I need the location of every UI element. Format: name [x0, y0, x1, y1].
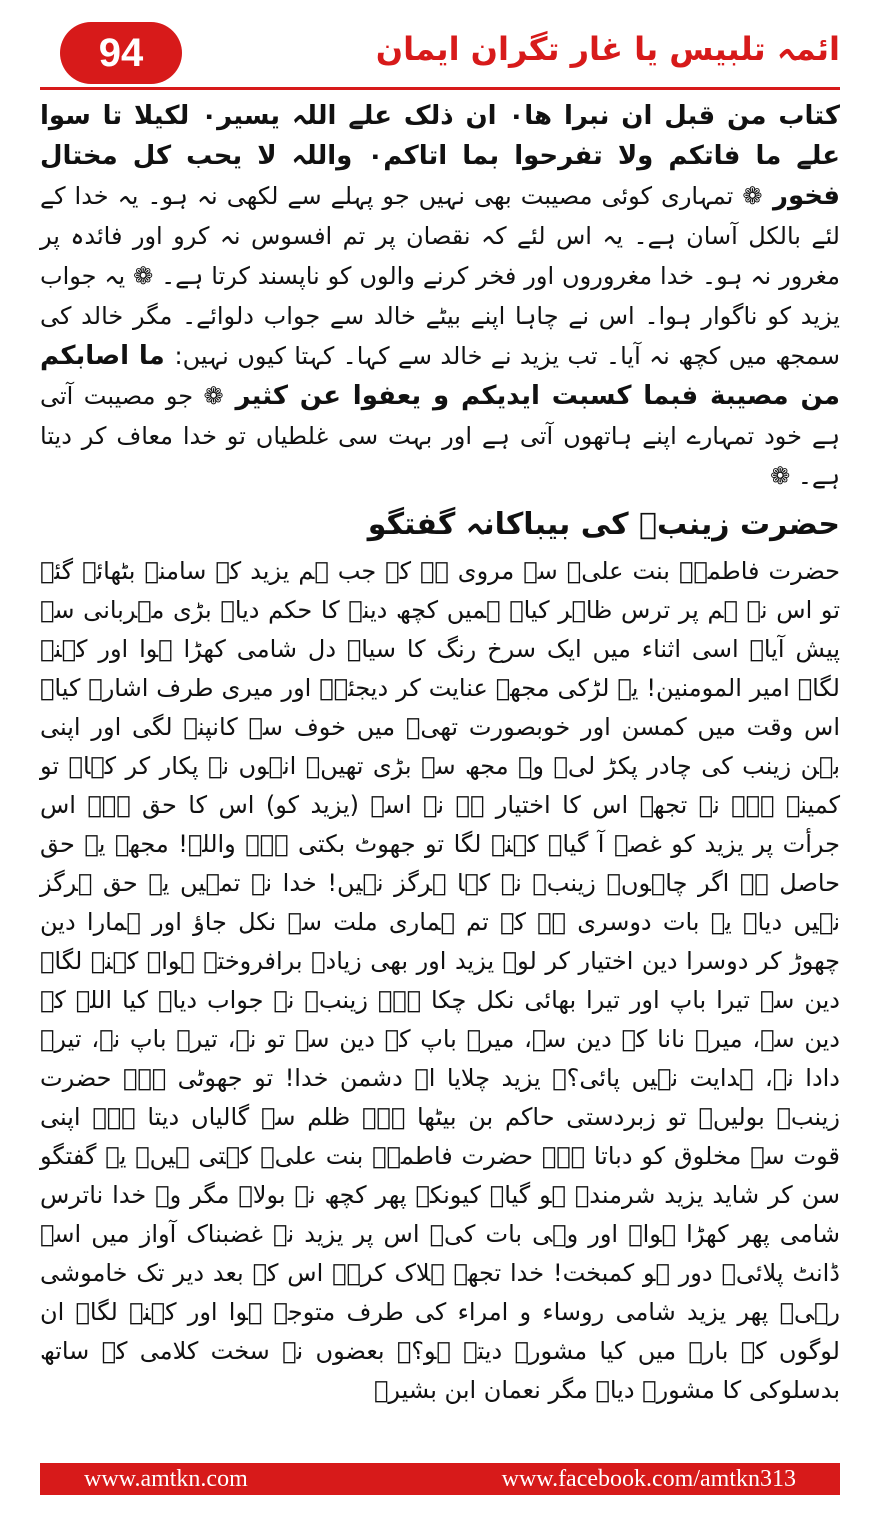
arabic-quote: [40, 96, 840, 496]
ornament-icon: ❁: [203, 382, 224, 410]
facebook-link[interactable]: www.facebook.com/amtkn313: [501, 1465, 796, 1492]
ornament-icon: ❁: [770, 462, 791, 490]
para-yazid: یہ جواب یزید کو ناگوار ہوا۔ اس نے چاہا اپنے بیٹے خالد سے جواب دلوائے۔ مگر خالد کی سمجھ میں کچھ نہ آیا۔ تب یزید نے خالد سے کہا۔ کہتا کیوں نہیں:: [40, 262, 840, 370]
ornament-icon: ❁: [133, 262, 154, 290]
page-header: [40, 14, 840, 86]
page-footer: [40, 1463, 840, 1495]
body-paragraph: حضرت فاطمہؑ بنت علیؑ سے مروی ہے کہ جب ہم یزید کے سامنے بٹھائے گئے تو اس نے ہم پر ترس ظاہر کیا۔ ہمیں کچھ دینے کا حکم دیا۔ بڑی مہربانی سے پیش آیا۔ اسی اثناء میں ایک سرخ رنگ کا سیاہ دل شامی کھڑا ہوا اور کہنے لگا۔ امیر المومنین! یہ لڑکی مجھے عنایت کر دیجئے۔ اور میری طرف اشارہ کیا۔ اس وقت میں کمسن اور خوبصورت تھی۔ میں خوف سے کانپنے لگی اور اپنی بہن زینب کی چادر پکڑ لی۔ وہ مجھ سے بڑی تھیں۔ انہوں نے پکار کر کہا۔ تو کمینہ ہے۔ نہ تجھے اس کا اختیار ہے نہ اسے (یزید کو) اس کا حق ہے۔ اس جرأت پر یزید کو غصہ آ گیا۔ کہنے لگا تو جھوٹ بکتی ہے۔ واللہ! مجھے یہ حق حاصل ہے اگر چاہوں۔ زینبؑ نے کہا ہرگز نہیں! خدا نے تمہیں یہ حق ہرگز نہیں دیا۔ یہ بات دوسری ہے کہ تم ہماری ملت سے نکل جاؤ اور ہمارا دین چھوڑ کر دوسرا دین اختیار کر لو۔ یزید اور بھی زیادہ برافروختہ ہوا۔ کہنے لگا۔ دین سے تیرا باپ اور تیرا بھائی نکل چکا ہے۔ زینبؑ نے جواب دیا۔ کیا اللہ کے دین سے، میرے نانا کے دین سے، میرے باپ کے دین سے تو نے، تیرے باپ نے، تیرے دادا نے، ہدایت نہیں پائی؟۔ یزید چلایا اے دشمن خدا! تو جھوٹی ہے۔ حضرت زینبؑ بولیں۔ تو زبردستی حاکم بن بیٹھا ہے۔ ظلم سے گالیاں دیتا ہے۔ اپنی قوت سے مخلوق کو دباتا ہے۔ حضرت فاطمہؑ بنت علیؑ کہتی ہیں۔ یہ گفتگو سن کر شاید یزید شرمندہ ہو گیا۔ کیونکہ پھر کچھ نہ بولا۔ مگر وہ خدا ناترس شامی پھر کھڑا ہوا۔ اور وہی بات کی۔ اس پر یزید نے غضبناک آواز میں اسے ڈانٹ پلائی۔ دور ہو کمبخت! خدا تجھے ہلاک کرے۔ اس کے بعد دیر تک خاموشی رہی۔ پھر یزید شامی روساء و امراء کی طرف متوجہ ہوا اور کہنے لگا۔ ان لوگوں کے بارے میں کیا مشورہ دیتے ہو؟۔ بعضوں نے سخت کلامی کے ساتھ بدسلوکی کا مشورہ دیا۔ مگر نعمان ابن بشیرؓ: [40, 557, 840, 1404]
translation: [40, 182, 840, 290]
page-content: [40, 96, 840, 1410]
ornament-icon: ❁: [742, 182, 763, 210]
arabic-quote-2: ما اصابکم من مصیبة فبما کسبت ایدیکم و یعفوا عن کثیر: [40, 341, 840, 411]
header-divider: [40, 87, 840, 90]
translation-text: تمہاری کوئی مصیبت بھی نہیں جو پہلے سے لکھی نہ ہو۔ یہ خدا کے لئے بالکل آسان ہے۔ یہ اس لئے کہ نقصان پر تم افسوس نہ کرو اور فائدہ پر مغرور نہ ہو۔ خدا مغروروں اور فخر کرنے والوں کو ناپسند کرتا ہے۔: [40, 182, 840, 290]
section-heading: حضرت زینبؑ کی بیباکانہ گفتگو: [367, 507, 840, 542]
translation-2: جو مصیبت آتی ہے خود تمہارے اپنے ہاتھوں آتی ہے اور بہت سی غلطیاں تو خدا معاف کر دیتا ہے۔: [40, 382, 840, 490]
website-link[interactable]: www.amtkn.com: [84, 1465, 248, 1492]
book-title: ائمہ تلبیس یا غار تگران ایمان: [375, 30, 840, 68]
arabic-quote-text: کتاب من قبل ان نبرا ھا۰ ان ذلک علے اللہ یسیر۰ لکیلا تا سوا علے ما فاتکم ولا تفرحوا بما اتاکم۰ واللہ لا یحب کل مختال فخور: [40, 101, 841, 211]
page-number-badge: 94: [60, 22, 182, 84]
